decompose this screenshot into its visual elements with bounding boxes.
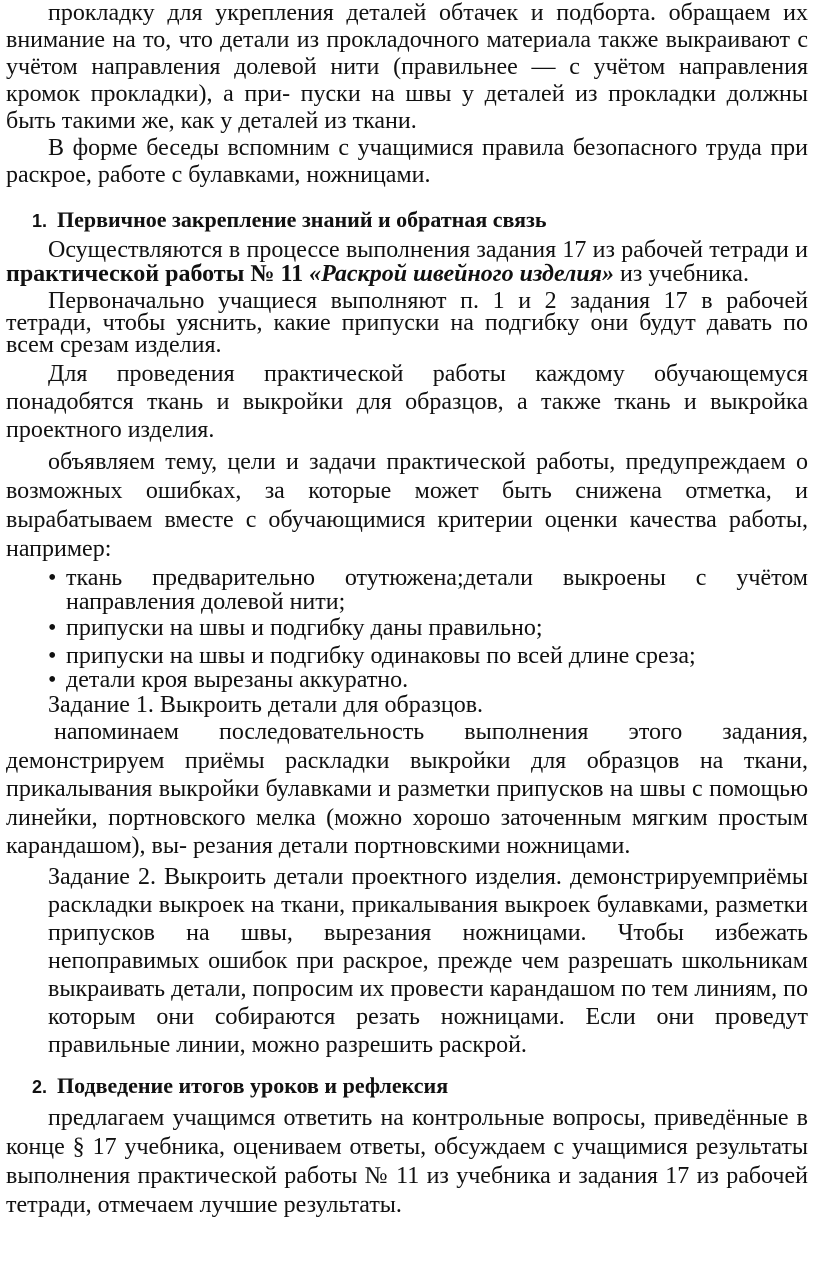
paragraph-summary: предлагаем учащимся ответить на контрольные вопросы, приведённые в конце § 17 учебника, оцениваем ответы, обсуждаем с учащимися результаты выполнения практической работы № 11 из учебника и задания 17 из рабочей тетради, отмечаем лучшие результаты.	[6, 1104, 808, 1218]
criteria-list	[48, 566, 808, 692]
section-number-1: 1.	[32, 211, 48, 231]
paragraph-materials: Для проведения практической работы каждому обучающемуся понадобятся ткань и выкройки для образцов, а также ткань и выкройка проектного изделия.	[6, 361, 808, 443]
practical-work-title: «Раскрой швейного изделия»	[309, 261, 615, 287]
section-heading-1	[32, 207, 808, 234]
paragraph-task-1: напоминаем последовательность выполнения этого задания, демонстрируем приёмы раскладки выкройки для образцов на ткани, прикалывания выкройки булавками и разметки припусков на швы с помощью линейки, портновского мелка (можно хорошо заточенным мягким простым карандашом), вы- резания детали портновскими ножницами.	[6, 719, 808, 859]
section-title-1: Первичное закрепление знаний и обратная связь	[57, 207, 547, 232]
section-number-2: 2.	[32, 1076, 48, 1097]
practical-work-ref: практической работы № 11	[6, 261, 310, 287]
list-item: • ткань предварительно отутюжена;детали выкроены с учётом направления долевой нити;	[48, 566, 808, 614]
section-heading-2	[32, 1073, 808, 1100]
paragraph-task-2: Задание 2. Выкроить детали проектного изделия. демонстрируемприёмы раскладки выкроек на ткани, прикалывания выкроек булавками, разметки припусков на швы, вырезания ножницами. Чтобы избежать непоправимых ошибок при раскрое, прежде чем разрешать школьникам выкраивать детали, попросим их провести карандашом по тем линиям, по которым они собираются резать ножницами. Если они проведут правильные линии, можно разрешить раскрой.	[48, 863, 808, 1058]
list-item: • детали кроя вырезаны аккуратно.	[48, 668, 808, 692]
paragraph-criteria-intro: объявляем тему, цели и задачи практической работы, предупреждаем о возможных ошибках, за которые может быть снижена отметка, и вырабатываем вместе с обучающимися критерии оценки качества работы, например:	[6, 449, 808, 562]
text-run: из учебника.	[614, 261, 749, 287]
text-run: Осуществляются в процессе выполнения задания 17 из рабочей тетради и	[48, 237, 808, 263]
paragraph-initial-tasks: Первоначально учащиеся выполняют п. 1 и 2 задания 17 в рабочей тетради, чтобы уяснить, какие припуски на подгибку они будут давать по всем срезам изделия.	[6, 288, 808, 358]
task-1-title: Задание 1. Выкроить детали для образцов.	[48, 692, 484, 718]
list-item: • припуски на швы и подгибку даны правильно;	[48, 616, 808, 640]
list-item: • припуски на швы и подгибку одинаковы по всей длине среза;	[48, 644, 808, 668]
paragraph-lining-details: прокладку для укрепления деталей обтачек и подборта. обращаем их внимание на то, что детали из прокладочного материала также выкраивают с учётом направления долевой нити (правильнее — с учётом направления кромок прокладки), а при- пуски на швы у деталей из прокладки должны быть такими же, как у деталей из ткани.	[6, 0, 808, 134]
paragraph-safety-talk: В форме беседы вспомним с учащимися правила безопасного труда при раскрое, работе с булавками, ножницами.	[6, 135, 808, 188]
section-title-2: Подведение итогов уроков и рефлексия	[57, 1072, 449, 1098]
paragraph-practical-work	[6, 238, 808, 286]
